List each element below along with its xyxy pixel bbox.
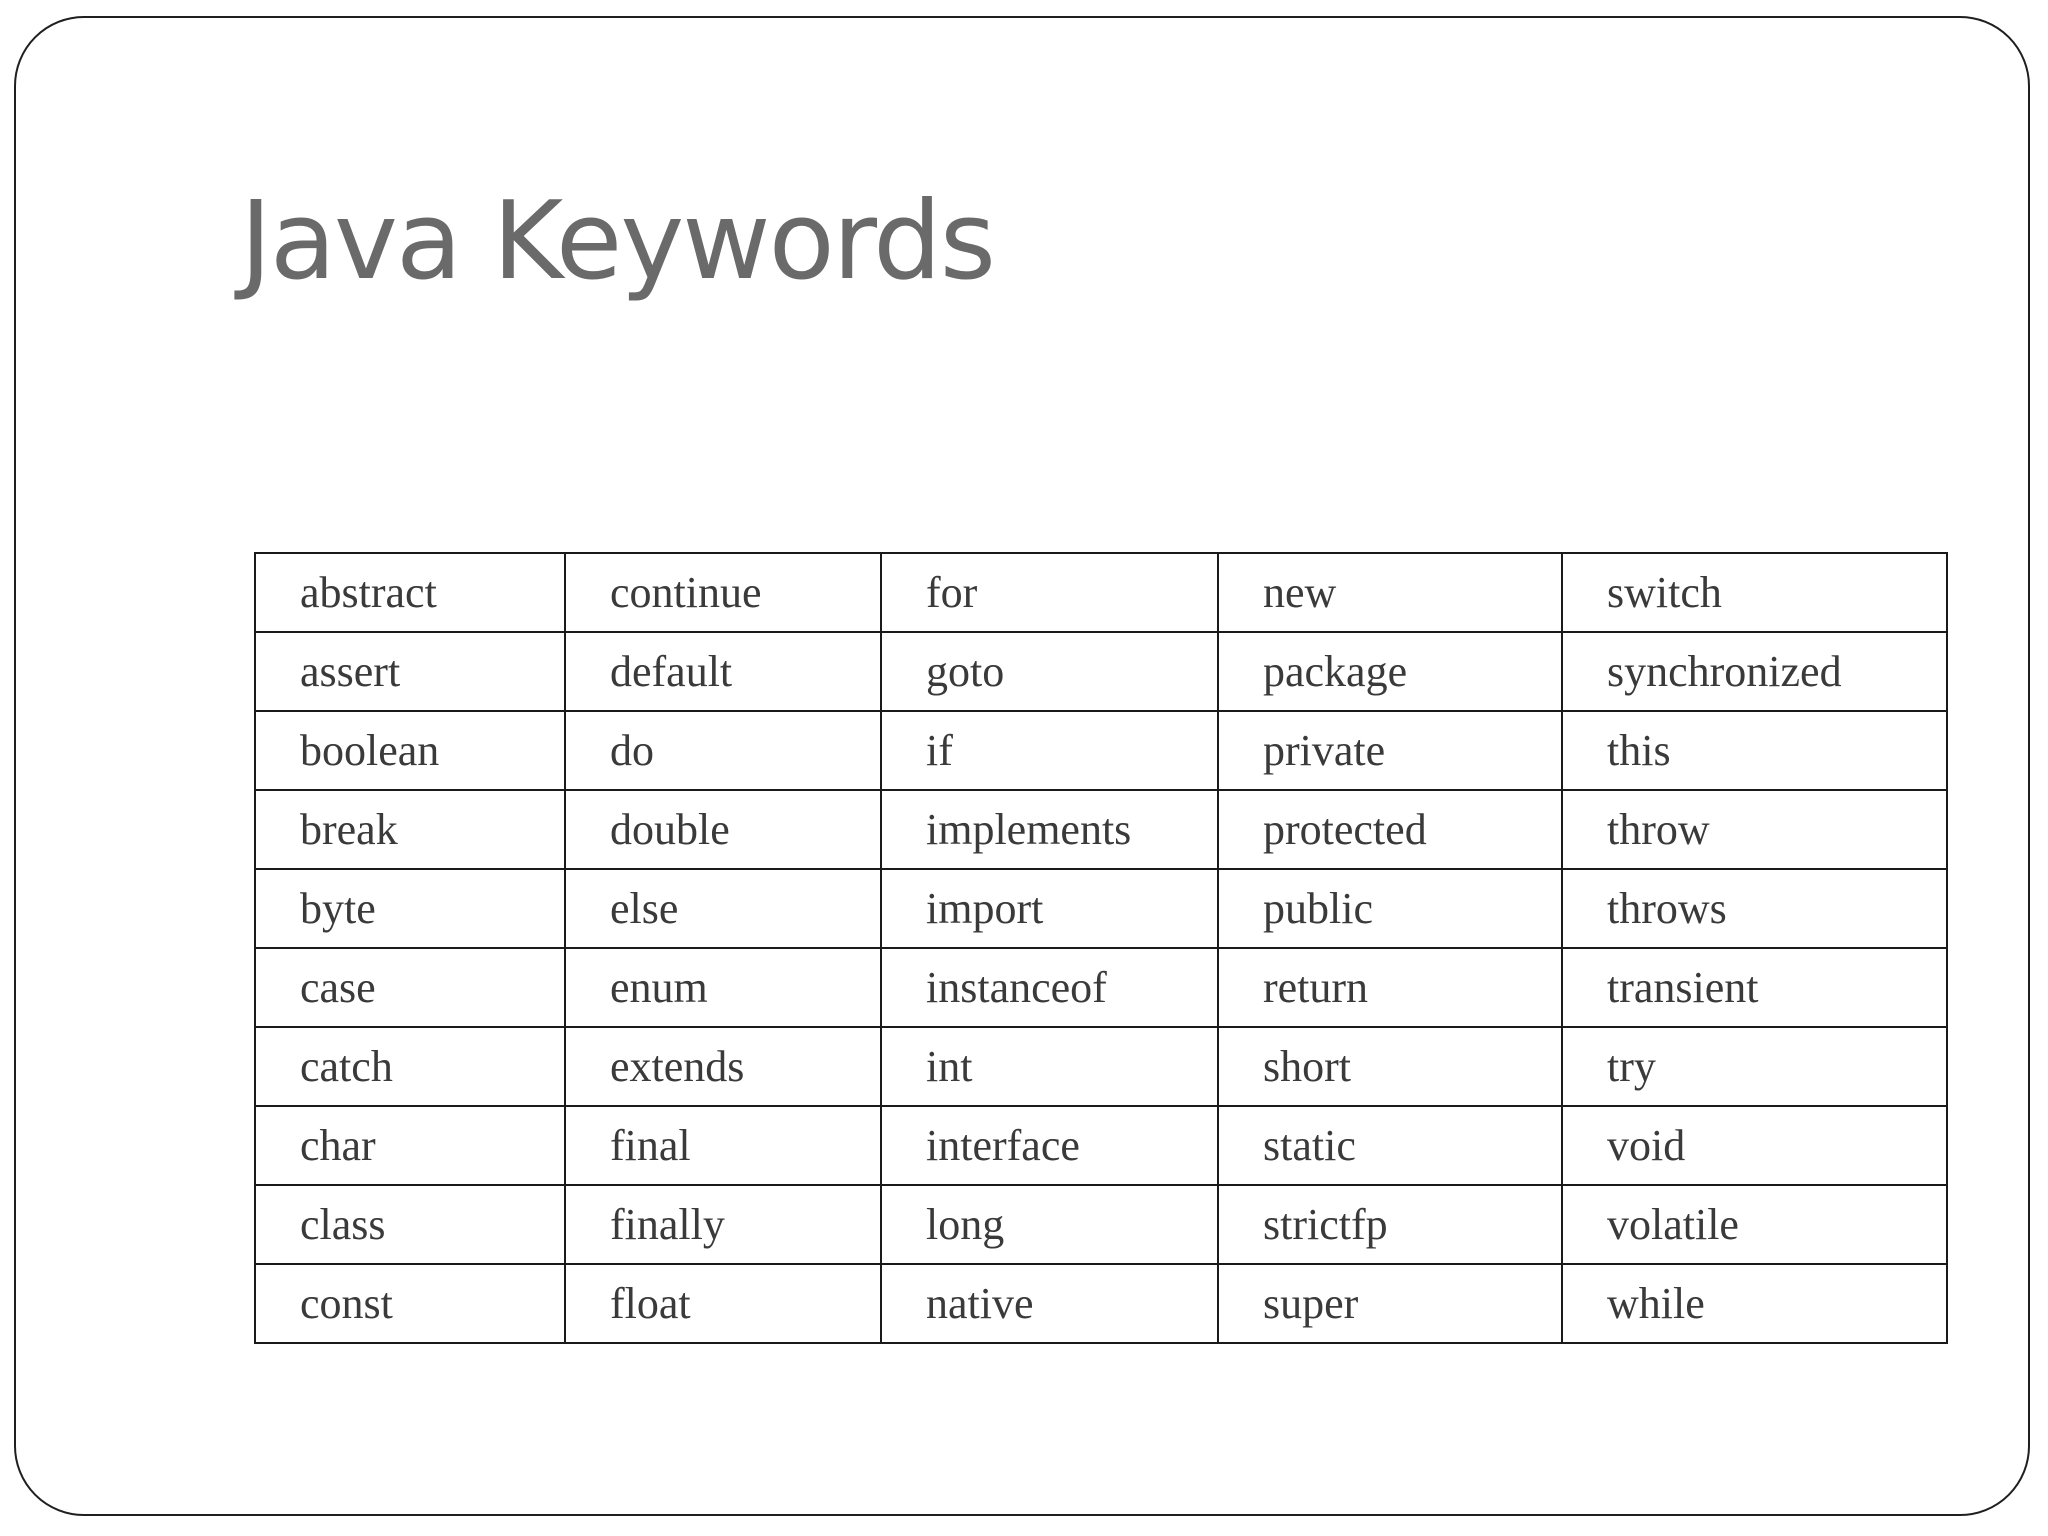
table-cell: else <box>565 869 881 948</box>
table-row <box>255 1106 1947 1185</box>
table-cell: throw <box>1562 790 1947 869</box>
table-cell: native <box>881 1264 1218 1343</box>
table-row <box>255 1264 1947 1343</box>
table-cell: import <box>881 869 1218 948</box>
table-cell: transient <box>1562 948 1947 1027</box>
table-row <box>255 1027 1947 1106</box>
table-cell: goto <box>881 632 1218 711</box>
table-row <box>255 632 1947 711</box>
table-cell: break <box>255 790 565 869</box>
table-cell: void <box>1562 1106 1947 1185</box>
keywords-table <box>254 552 1948 1344</box>
table-cell: finally <box>565 1185 881 1264</box>
table-cell: switch <box>1562 553 1947 632</box>
table-cell: new <box>1218 553 1562 632</box>
table-cell: interface <box>881 1106 1218 1185</box>
table-cell: instanceof <box>881 948 1218 1027</box>
table-cell: do <box>565 711 881 790</box>
table-cell: private <box>1218 711 1562 790</box>
slide <box>14 16 2030 1516</box>
table-cell: public <box>1218 869 1562 948</box>
table-cell: super <box>1218 1264 1562 1343</box>
table-cell: char <box>255 1106 565 1185</box>
table-cell: assert <box>255 632 565 711</box>
table-row <box>255 869 1947 948</box>
table-cell: this <box>1562 711 1947 790</box>
table-cell: package <box>1218 632 1562 711</box>
table-row <box>255 948 1947 1027</box>
table-cell: abstract <box>255 553 565 632</box>
table-cell: try <box>1562 1027 1947 1106</box>
table-row <box>255 790 1947 869</box>
table-cell: protected <box>1218 790 1562 869</box>
table-cell: const <box>255 1264 565 1343</box>
table-cell: strictfp <box>1218 1185 1562 1264</box>
table-cell: if <box>881 711 1218 790</box>
table-cell: case <box>255 948 565 1027</box>
table-cell: enum <box>565 948 881 1027</box>
slide-title: Java Keywords <box>240 179 994 304</box>
table-cell: synchronized <box>1562 632 1947 711</box>
keywords-table-container <box>254 552 1946 1328</box>
table-cell: catch <box>255 1027 565 1106</box>
table-cell: throws <box>1562 869 1947 948</box>
table-cell: implements <box>881 790 1218 869</box>
table-cell: final <box>565 1106 881 1185</box>
table-cell: byte <box>255 869 565 948</box>
table-cell: default <box>565 632 881 711</box>
table-cell: return <box>1218 948 1562 1027</box>
table-cell: boolean <box>255 711 565 790</box>
table-cell: continue <box>565 553 881 632</box>
table-row <box>255 711 1947 790</box>
table-cell: float <box>565 1264 881 1343</box>
table-cell: int <box>881 1027 1218 1106</box>
table-cell: short <box>1218 1027 1562 1106</box>
table-cell: long <box>881 1185 1218 1264</box>
table-cell: while <box>1562 1264 1947 1343</box>
table-cell: extends <box>565 1027 881 1106</box>
table-cell: class <box>255 1185 565 1264</box>
table-row <box>255 1185 1947 1264</box>
table-cell: volatile <box>1562 1185 1947 1264</box>
table-cell: static <box>1218 1106 1562 1185</box>
table-cell: for <box>881 553 1218 632</box>
table-cell: double <box>565 790 881 869</box>
table-row <box>255 553 1947 632</box>
